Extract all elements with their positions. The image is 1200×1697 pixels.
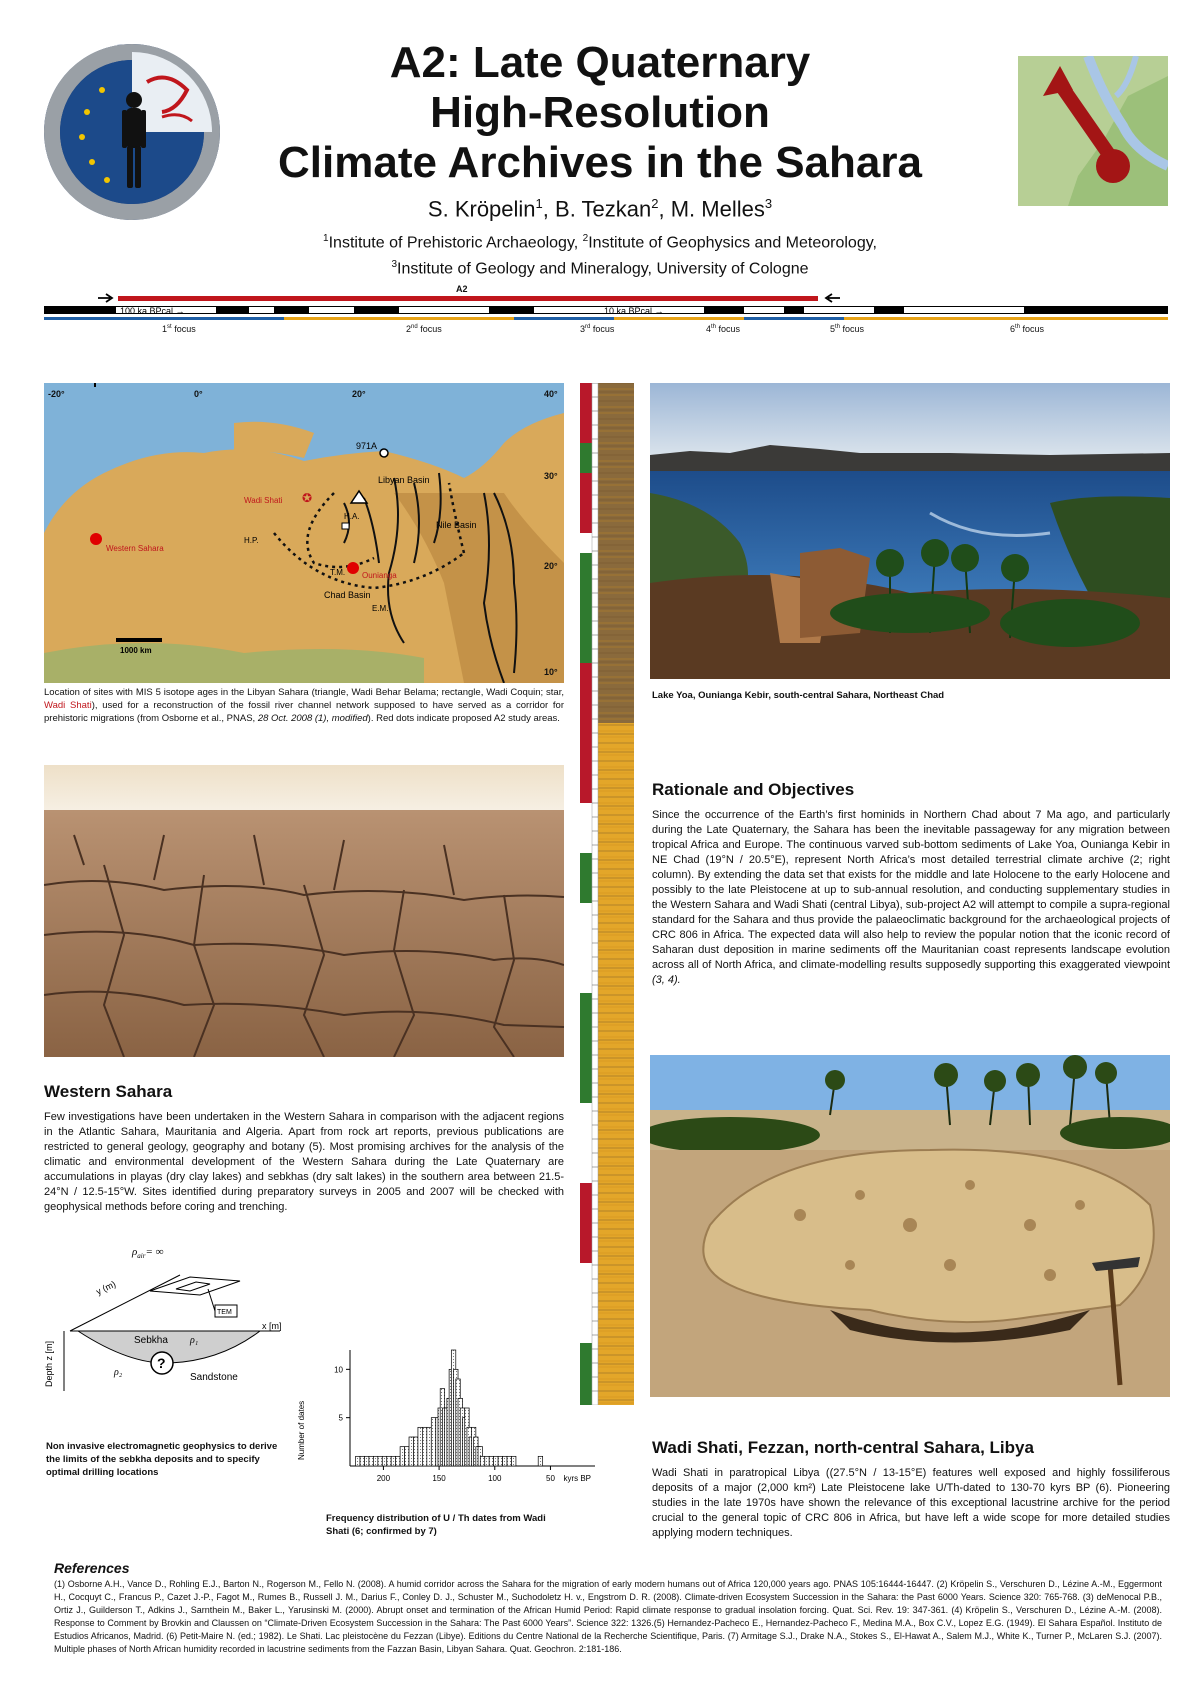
core-sediment-lower (598, 723, 634, 1405)
core-section-marker (580, 723, 592, 803)
sahara-map (44, 383, 564, 683)
wadi-shati-label: Wadi Shati (244, 496, 283, 505)
western-sahara-text: Few investigations have been undertaken in the Western Sahara in comparison with the adjacent regions in the Atlantic Sahara, Mauritania and Algeria. Apart from rock art reports, previous publications are restricted to general geology, geography and botany (5). Most promising archives for the analysis of the climatic and environmental development of the Western Sahara during the Late Quaternary are accumulations in playas (dry clay lakes) and sebkhas (dry salt lakes) in the southern area between 21.5-24°N / 12.5-15°W. Sites identified during preparatory surveys in 2005 and 2007 will be checked with geophysical methods before coring and trenching. (44, 1111, 564, 1213)
rationale-text: Since the occurrence of the Earth’s first hominids in Northern Chad about 7 Ma ago, and particularly during the Late Quaternary, the Sahara has been the inevitable passageway for any migration between tropical Africa and Europe. The continuous varved sub-bottom sediments of Lake Yoa, Ounianga Kebir in NE Chad (19°N / 20.5°E), represent North Africa’s most detailed terrestrial climate archive (2; right column). By extending the data set that exists for the middle and late Holocene to the early Holocene and possibly to the late Pleistocene at up to sub-annual resolution, and conducting supplementary studies in the Western Sahara and Wadi Shati (central Libya), sub-project A2 will attempt to compile a supra-regional standard for the Sahara and thus provide the palaeoclimatic background for the archaeological projects of CRC 806 in Africa. The expected data will also help to review the popular notion that the iconic record of Saharan dust deposition in marine sediments off the Mauritanian coast represents landscape evolution across all of North Africa, and climate-modelling results supposedly supporting this exaggerated viewpoint (3, 4). (652, 809, 1170, 986)
hp-label: H.P. (244, 536, 259, 545)
sebkha-label: Sebkha (134, 1335, 168, 1346)
western-sahara-heading: Western Sahara (44, 1082, 173, 1101)
project-timeline (44, 284, 1168, 336)
ha-label: H.A. (344, 512, 360, 521)
lon-label-40: 40° (544, 389, 558, 399)
site-971a-marker (380, 449, 388, 457)
histogram-bar (369, 1456, 373, 1466)
wadi-shati-star-icon: ✪ (302, 491, 313, 505)
rho1-label: ρ₁ (190, 1335, 199, 1346)
x-axis-label: x [m] (262, 1321, 282, 1331)
title-line-2: High-Resolution (430, 88, 770, 137)
affil-1-sup: 1 (323, 233, 329, 244)
core-section-marker (580, 1263, 592, 1343)
histogram-bar (538, 1456, 542, 1466)
y-axis-label: y (m) (94, 1278, 118, 1297)
core-section-marker (580, 1183, 592, 1263)
geophysics-caption: Non invasive electromagnetic geophysics to derive the limits of the sebkha deposits and to specify optimal drilling locations (46, 1441, 278, 1478)
histogram-bar (480, 1456, 484, 1466)
histogram-bar (382, 1456, 386, 1466)
focus-6-label: 6th focus (1010, 324, 1045, 334)
histogram-bar (413, 1437, 417, 1466)
western-sahara-dot (90, 533, 102, 545)
author-3: M. Melles (670, 196, 765, 222)
wadi-shati-photo (650, 1055, 1170, 1397)
author-2: B. Tezkan (555, 196, 652, 222)
rationale-heading: Rationale and Objectives (652, 780, 855, 799)
x-tick-label: 100 (488, 1474, 502, 1483)
rho-air-label: $\rho_{air}=$ ∞ (132, 1246, 164, 1260)
x-unit-label: kyrs BP (563, 1474, 591, 1483)
title-line-3: Climate Archives in the Sahara (278, 138, 922, 187)
affil-3: Institute of Geology and Mineralogy, (397, 260, 652, 278)
depth-axis-label: Depth z [m] (44, 1340, 54, 1387)
lat-label-30: 30° (544, 471, 558, 481)
nile-basin-label: Nile Basin (436, 520, 477, 530)
africa-migration-map-logo (1018, 56, 1168, 206)
title-line-1: A2: Late Quaternary (389, 38, 811, 87)
histogram-bar (431, 1418, 435, 1466)
focus-2-label: 2nd focus (406, 324, 442, 334)
focus-3-label: 3rd focus (580, 324, 615, 334)
rho2-label: ρ₂ (114, 1367, 123, 1378)
histogram-bar (511, 1456, 515, 1466)
sebkha-tem-diagram (40, 1235, 300, 1395)
a2-span-bar (118, 296, 818, 301)
histogram-bar (409, 1437, 413, 1466)
histogram-bar (360, 1456, 364, 1466)
focus-5-label: 5th focus (830, 324, 865, 334)
dry-playa-photo (44, 765, 564, 1057)
scale-bar (116, 638, 162, 642)
x-tick-label: 200 (376, 1474, 391, 1483)
histogram-bar (494, 1456, 498, 1466)
histogram-bar (400, 1447, 404, 1466)
map-caption: Location of sites with MIS 5 isotope ages in the Libyan Sahara (triangle, Wadi Behar Belama; rectangle, Wadi Coquin; star, Wadi Shati), used for a reconstruction of the fossil river channel network supposed to have served as a corridor for prehistoric migrations (from Osborne et al., PNAS, 28 Oct. 2008 (1), modified). Red dots indicate proposed A2 study areas. (44, 687, 564, 724)
histogram-bar (422, 1427, 426, 1466)
core-section-marker (580, 903, 592, 993)
histogram-bar (378, 1456, 382, 1466)
histogram-bar (485, 1456, 489, 1466)
core-section-marker (580, 853, 592, 903)
x-tick-label: 150 (432, 1474, 446, 1483)
em-label: E.M. (372, 604, 389, 613)
x-tick-label: 50 (546, 1474, 555, 1483)
focus-4-label: 4th focus (706, 324, 741, 334)
histogram-bar (507, 1456, 511, 1466)
author-1: S. Kröpelin (427, 196, 536, 222)
crc-logo (42, 42, 222, 222)
timeline-arrow-right-icon (826, 294, 840, 302)
histogram-bar (391, 1456, 395, 1466)
core-section-marker (580, 473, 592, 533)
y-axis-label: Number of dates (297, 1400, 306, 1460)
histogram-bar (356, 1456, 360, 1466)
author-3-sup: 3 (764, 196, 773, 211)
histogram-bar (387, 1456, 391, 1466)
scale-label-10ka: 10 ka BPcal → (604, 306, 664, 316)
scale-label-1ka: 1 ka BPcal → (1098, 306, 1153, 316)
lon-label-0: 0° (194, 389, 203, 399)
focus-1-label: 1st focus (162, 324, 196, 334)
authors-line: S. Kröpelin$^1$, B. Tezkan$^2$, M. Melles$^3$ (427, 196, 773, 222)
references-heading: References (54, 1560, 130, 1576)
histogram-bar (498, 1456, 502, 1466)
scale-label: 1000 km (120, 646, 152, 655)
western-sahara-label: Western Sahara (106, 544, 164, 553)
core-section-marker (580, 663, 592, 723)
core-section-marker (580, 803, 592, 853)
wadi-shati-text: Wadi Shati in paratropical Libya ((27.5°N / 13-15°E) features well exposed and highly fossiliferous deposits of a major (2,000 km²) Late Pleistocene lake U/Th-dated to 130-70 kyrs BP (6). Pioneering studies in the late 1970s have shown the relevance of this exceptional lacustrine archive for the period crucial to the general topic of CRC 806 in Africa, but have left a wide scope for more detailed studies applying modern techniques. (652, 1467, 1170, 1539)
core-section-marker (580, 443, 592, 473)
core-section-marker (580, 1103, 592, 1183)
histogram-caption: Frequency distribution of U / Th dates from Wadi Shati (6; confirmed by 7) (326, 1513, 546, 1537)
histogram-bar (503, 1456, 507, 1466)
ounianga-dot (347, 562, 359, 574)
rectangle-marker-icon (342, 523, 349, 529)
histogram-bar (405, 1447, 409, 1466)
a2-label: A2 (456, 284, 468, 294)
core-section-marker (580, 553, 592, 663)
question-mark: ? (157, 1355, 166, 1371)
author-1-sup: 1 (535, 196, 543, 211)
sandstone-label: Sandstone (190, 1372, 238, 1383)
libyan-basin-label: Libyan Basin (378, 475, 430, 485)
ounianga-label: Ounianga (362, 571, 397, 580)
core-section-marker (580, 533, 592, 553)
references-text: (1) Osborne A.H., Vance D., Rohling E.J., Barton N., Rogerson M., Fello N. (2008). A humid corridor across the Sahara for the migration of early modern humans out of Africa 120,000 years ago. PNAS 105:16444-16447. (2) Kröpelin S., Verschuren D., Lézine A.-M., Eggermont H., Cocquyt C., Francus P., Cazet J.-P., Fagot M., Rumes B., Russell J. M., Darius F., Conley D. J., Schuster M., Suchodoletz H. v., Engstrom D. R. (2008). Climate-driven Ecosystem Succession in the Sahara: the Past 6000 Years. Science 320: 765-768. (3) deMenocal P.B., Ortiz J., Guilderson T., Adkins J., Sarnthein M., Baker L., Yarusinski M. (2000). Abrupt onset and termination of the African Humid Period: Rapid climate response to gradual insolation forcing. Quat. Sci. Rev. 19: 347-361. (4) Kröpelin S., Verschuren D., Lézine A.-M. (2008). Response to Comment by Brovkin and Claussen on “Climate-Driven Ecosystem Succession in the Sahara: The Past 6000 Years”. Science 322: 1326.(5) Hernandez-Pacheco E., Hernandez-Pacheco F., Medina M.A., Box C.V., Lopez E.G. (1949). El Sahara Español. Instituto de Estudios Africanos, Madrid. (6) Petit-Maire N. (ed.; 1982). Le Shati. Lac pleistocène du Fezzan (Libye). Editions du Centre National de la Recherche Scientifique, Paris. (7) Armitage S.J., Drake N.A., Stokes S., El-Hawat A., Salem M.J., White K., Turner P., McLaren S.J. (2007). Multiple phases of North African humidity recorded in lacustrine sediments from the Fazzan Basin, Libyan Sahara. Quat. Geochron. 2:181-186. (54, 1579, 1162, 1654)
tem-label: TEM (217, 1309, 232, 1316)
author-2-sup: 2 (651, 196, 659, 211)
affiliations (200, 228, 1000, 281)
y-tick-label: 5 (338, 1413, 343, 1423)
histogram-bar (489, 1456, 493, 1466)
lat-label-10: 10° (544, 667, 558, 677)
affil-3-sup: 3 (391, 259, 398, 271)
histogram-bar (396, 1456, 400, 1466)
site-971a-label: 971A (356, 441, 378, 451)
lake-yoa-sediment-core (580, 383, 634, 1405)
histogram-bar (427, 1427, 431, 1466)
lat-label-20: 20° (544, 561, 558, 571)
histogram-bar (373, 1456, 377, 1466)
lon-label-minus20: -20° (48, 389, 65, 399)
wadi-shati-heading: Wadi Shati, Fezzan, north-central Sahara, Libya (652, 1438, 1034, 1457)
core-section-marker (580, 993, 592, 1103)
lon-label-20: 20° (352, 389, 366, 399)
timeline-arrow-left-icon (98, 294, 112, 302)
histogram-bar (364, 1456, 368, 1466)
lake-yoa-photo (650, 383, 1170, 679)
affil-1: Institute of Prehistoric Archaeology, (328, 234, 579, 252)
lake-yoa-caption: Lake Yoa, Ounianga Kebir, south-central Sahara, Northeast Chad (652, 690, 945, 701)
uth-histogram (290, 1340, 605, 1500)
core-section-marker (580, 383, 592, 443)
poster-title (240, 38, 960, 188)
core-section-marker (580, 1343, 592, 1405)
tm-label: T.M. (330, 568, 346, 577)
affil-2: Institute of Geophysics and Meteorology, (588, 234, 877, 252)
y-tick-label: 10 (334, 1365, 343, 1375)
chad-basin-label: Chad Basin (324, 590, 371, 600)
histogram-bar (418, 1427, 422, 1466)
map-caption-highlight: Wadi Shati (44, 700, 92, 711)
core-scale-column (592, 383, 598, 1405)
scale-label-100ka: 100 ka BPcal → (120, 306, 185, 316)
affil-2-sup: 2 (582, 233, 589, 244)
affil-university: University of Cologne (656, 260, 809, 278)
